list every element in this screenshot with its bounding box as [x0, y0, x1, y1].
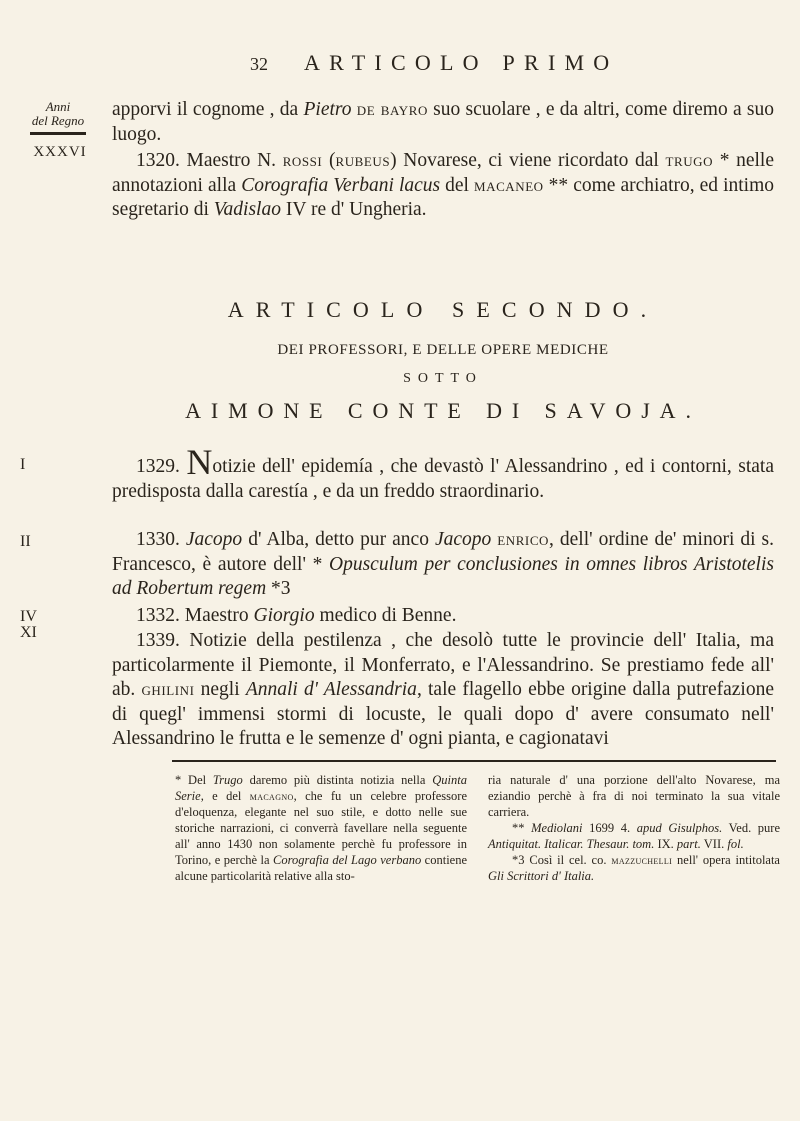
- name-enrico: enrico: [497, 529, 549, 550]
- name-rossi: rossi: [282, 150, 323, 171]
- entry-year: 1332.: [136, 605, 180, 626]
- text-run: medico di Benne.: [314, 605, 457, 626]
- entry-year: 1330.: [136, 529, 180, 550]
- text-run: IX.: [654, 837, 677, 851]
- footnotes-left: [175, 772, 467, 884]
- name-trugo: trugo: [665, 150, 714, 171]
- entry-1339: [112, 629, 774, 752]
- name-vadislao: Vadislao: [213, 199, 281, 220]
- name-trugo: Trugo: [212, 773, 243, 787]
- name-macaneo: macaneo: [474, 174, 544, 196]
- text-run: Maestro: [179, 605, 254, 626]
- header-title: ARTICOLO PRIMO: [304, 50, 619, 75]
- text-run: , e del: [200, 789, 250, 803]
- text-run: Maestro N.: [179, 150, 283, 171]
- running-header: [250, 50, 770, 76]
- margin-numeral-i: I: [20, 456, 26, 473]
- footnotes-right: [488, 772, 780, 884]
- entry-1330: [112, 528, 774, 602]
- name-de-bayro: de bayro: [356, 99, 428, 120]
- section-title: ARTICOLO SECONDO.: [227, 297, 659, 322]
- entry-1329: [112, 442, 774, 504]
- margin-regno-label: del Regno: [31, 113, 85, 128]
- entry-1332: [112, 604, 774, 629]
- section-sotto: SOTTO: [403, 371, 483, 386]
- text-run: daremo più distinta notizia nella: [242, 773, 433, 787]
- margin-numeral-xi: XI: [20, 624, 37, 641]
- name-giorgio: Giorgio: [253, 605, 315, 626]
- drop-cap: N: [186, 442, 213, 482]
- text-run: Ved. pure: [728, 821, 781, 835]
- paragraph-top: [112, 98, 774, 147]
- title-scrittori: Gli Scrittori d' Italia.: [488, 869, 595, 883]
- text-italic: Mediolani: [531, 821, 583, 835]
- name-mazzuchelli: mazzuchelli: [611, 853, 673, 867]
- margin-anni-label: Anni: [45, 99, 71, 114]
- text-run: *3 Così il cel. co.: [512, 853, 612, 867]
- entry-year: 1320.: [136, 150, 180, 171]
- text-run: , tale flagello ebbe origine dalla putrefazione di quegl' immensi stormi di locuste, le quali dopo d' avere consumato nell' Alessandrino le frutta e le semenze d' ogni pianta, e cagionatavi: [112, 679, 775, 749]
- margin-rule: [30, 132, 86, 135]
- text-run: **: [512, 821, 532, 835]
- text-run: * Del: [175, 773, 213, 787]
- text-run: (: [322, 150, 336, 171]
- name-pietro: Pietro: [303, 99, 352, 120]
- text-italic: part.: [676, 837, 701, 851]
- text-run: , che fu un celebre professore d'eloquenza, elegante nel suo stile, e dotto nelle sue storiche narrazioni, ci converrà favellare nella seguente all' anno 1430 non solamente perchè fu professore in Torino, e perchè la: [175, 789, 467, 867]
- title-annali: Annali d' Alessandria: [245, 679, 417, 700]
- footnote-3: [488, 852, 780, 884]
- text-run: ** come archiatro, ed intimo segretario di: [112, 174, 775, 220]
- text-run: * nelle annotazioni alla: [112, 150, 775, 196]
- margin-year-code: XXXVI: [33, 144, 87, 160]
- margin-numeral-iv: IV: [20, 608, 37, 625]
- name-jacopo: Jacopo: [434, 529, 492, 550]
- text-italic: Antiquitat. Italicar. Thesaur. tom.: [488, 837, 655, 851]
- footnote-2: [488, 820, 780, 852]
- name-jacopo: Jacopo: [185, 529, 243, 550]
- text-run: nell' opera intitolata: [672, 853, 780, 867]
- entry-year: 1339.: [136, 630, 180, 651]
- text-run: apporvi il cognome , da: [112, 99, 304, 120]
- footnote-continuation: ria naturale d' una porzione dell'alto Novarese, ma eziandio perchè à fra di noi terminato la sua vitale carriera.: [488, 773, 780, 819]
- margin-numeral-ii: II: [20, 533, 31, 550]
- section-ruler: AIMONE CONTE DI SAVOJA.: [185, 398, 701, 423]
- text-run: contiene alcune particolarità relative alla sto-: [175, 853, 468, 883]
- name-ghilini: ghilini: [141, 679, 195, 700]
- title-opusculum: Opusculum per conclusiones in omnes libros Aristotelis ad Robertum regem: [112, 553, 774, 599]
- name-macagno: macagno: [249, 789, 294, 803]
- text-italic: apud Gisulphos.: [636, 821, 723, 835]
- title-quinta-serie: Quinta Serie: [175, 773, 467, 803]
- text-run: VII.: [700, 837, 728, 851]
- text-italic: fol.: [727, 837, 744, 851]
- name-rubeus: rubeus: [335, 150, 391, 171]
- text-run: suo scuolare , e da altri, come diremo a suo luogo.: [112, 99, 774, 145]
- text-run: IV re d' Ungheria.: [280, 199, 427, 220]
- text-run: 1699 4.: [582, 821, 637, 835]
- text-run: d' Alba, detto pur anco: [242, 529, 435, 550]
- text-run: otizie dell' epidemía , che devastò l' Alessandrino , ed i contorni, stata predisposta dalla carestía , e da un freddo straordinario.: [112, 456, 774, 502]
- text-run: del: [440, 174, 475, 196]
- margin-anni: [28, 100, 88, 128]
- entry-year: 1329.: [136, 456, 180, 477]
- page-number: 32: [250, 54, 268, 74]
- title-corografia-lago: Corografia del Lago verbano: [273, 853, 422, 867]
- text-run: , dell' ordine de' minori di s. Francesco, è autore dell' *: [112, 529, 774, 575]
- footnote-rule: [172, 760, 776, 762]
- text-run: Notizie della pestilenza , che desolò tutte le provincie dell' Italia, ma particolarmente il Piemonte, il Monferrato, e l'Alessandrino. Se prestiamo fede all' ab.: [112, 630, 774, 700]
- section-subtitle: DEI PROFESSORI, E DELLE OPERE MEDICHE: [277, 342, 609, 358]
- title-corografia: Corografia Verbani lacus: [241, 174, 441, 196]
- text-run: negli: [194, 679, 246, 700]
- entry-1320: [112, 149, 774, 223]
- footnote-mark: *3: [266, 578, 291, 599]
- text-run: ) Novarese, ci viene ricordato dal: [390, 150, 666, 171]
